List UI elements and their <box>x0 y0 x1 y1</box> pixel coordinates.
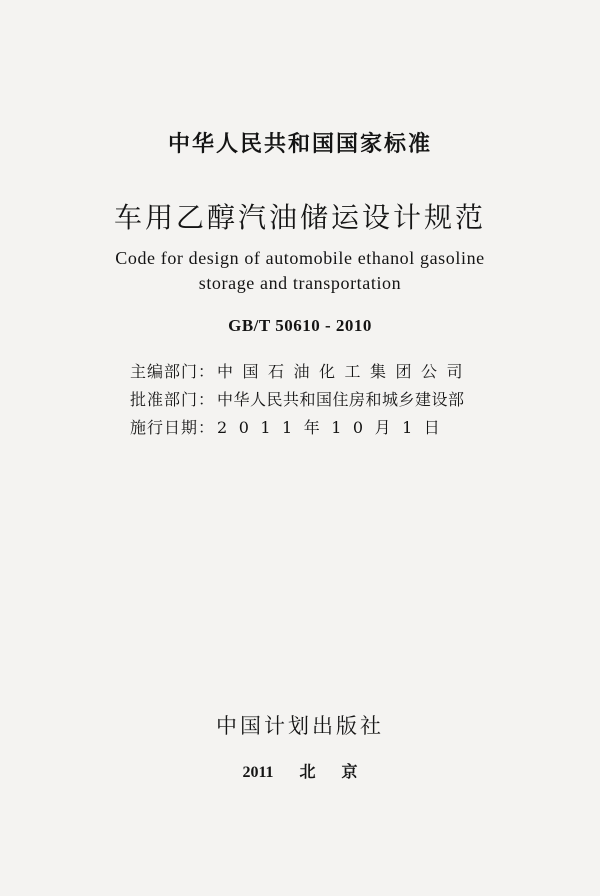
approval-department-row <box>130 387 490 410</box>
editor-department-row <box>130 359 490 382</box>
effective-date-row <box>130 415 490 438</box>
approval-department-value: 中华人民共和国住房和城乡建设部 <box>217 390 465 409</box>
editor-department-label: 主编部门： <box>130 362 216 381</box>
publication-place-year: 2011 北 京 <box>242 764 358 781</box>
chinese-title: 车用乙醇汽油储运设计规范 <box>113 201 486 234</box>
standard-number: GB/T 50610 - 2010 <box>228 316 372 335</box>
english-title-line1: Code for design of automobile ethanol gasoline <box>115 248 485 268</box>
approval-department-label: 批准部门： <box>130 390 216 409</box>
effective-date-value: 2011年10月1日 <box>217 418 452 437</box>
standard-type-heading: 中华人民共和国国家标准 <box>167 132 432 157</box>
english-title-line2: storage and transportation <box>198 273 402 293</box>
publisher-name: 中国计划出版社 <box>216 714 384 738</box>
effective-date-label: 施行日期： <box>130 418 216 437</box>
editor-department-value: 中国石油化工集团公司 <box>217 362 473 381</box>
